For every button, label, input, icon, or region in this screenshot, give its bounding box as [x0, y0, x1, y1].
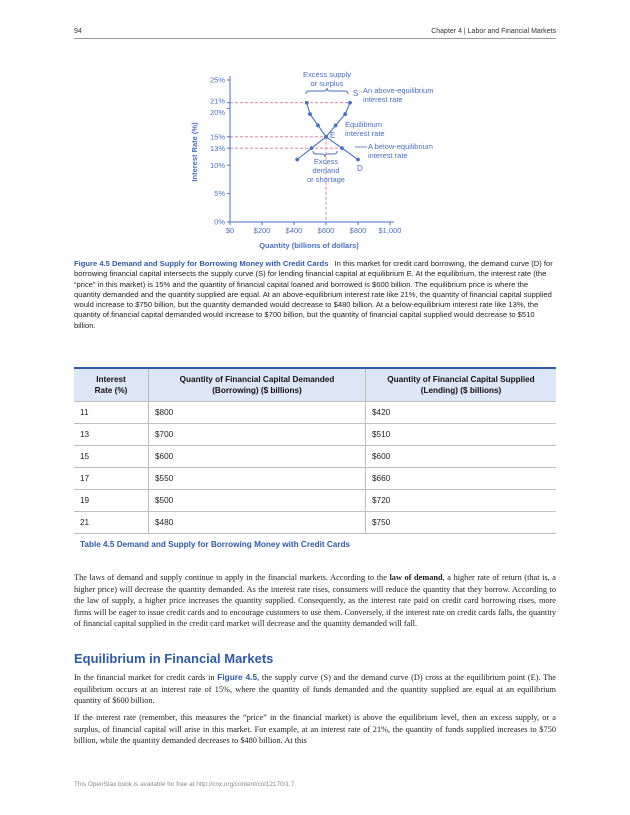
cell-rate: 15 [74, 446, 149, 468]
x-tick-label: $200 [253, 226, 271, 235]
figure-caption-title: Figure 4.5 Demand and Supply for Borrowing Money with Credit Cards [74, 259, 329, 268]
supply-demand-chart [180, 62, 460, 258]
excess-demand-label-3: or shortage [307, 175, 345, 184]
above-equilibrium-label: An above-equilibrium [363, 86, 434, 95]
supply-curve [297, 103, 350, 160]
above-equilibrium-label-2: interest rate [363, 95, 403, 104]
table-row [74, 424, 556, 446]
supply-point [324, 135, 328, 139]
cell-rate: 17 [74, 468, 149, 490]
table-header-row [74, 368, 556, 402]
table-row [74, 468, 556, 490]
figure-link[interactable]: Figure 4.5 [217, 672, 258, 682]
key-term: law of demand [389, 573, 443, 582]
excess-supply-label: Excess supply [303, 70, 351, 79]
supply-curve-label: S [353, 89, 359, 98]
y-tick-label: 25% [209, 75, 225, 85]
equilibrium-rate-label: Equilibrium [345, 120, 383, 129]
supply-point [343, 112, 347, 116]
table-row [74, 446, 556, 468]
demand-curve-label: D [357, 164, 363, 173]
y-axis-label: Interest Rate (%) [190, 122, 199, 182]
demand-point [356, 158, 360, 162]
demand-point [305, 101, 309, 105]
cell-demanded: $800 [149, 402, 366, 424]
col-header-supplied: Quantity of Financial Capital Supplied (Lending) ($ billions) [366, 368, 557, 402]
table-row [74, 512, 556, 534]
x-tick-label: $400 [285, 226, 303, 235]
excess-demand-label-2: demand [312, 166, 340, 175]
below-equilibrium-label: A below-equilibrium [368, 142, 434, 151]
chapter-header: Chapter 4 | Labor and Financial Markets [431, 28, 556, 35]
x-tick-label: $1,000 [378, 226, 402, 235]
figure-caption-text: In this market for credit card borrowing, the demand curve (D) for borrowing financial capital intersects the supply curve (S) for lending financial capital at equilibrium E. At the equilibrium, the interest rate (the “price” in this market) is 15% and the quantity of financial capital loaned and borrowed is $600 billion. The equilibrium price is where the quantity demanded and the quantity supplied are equal. At an above-equilibrium interest rate like 21%, the quantity of financial capital supplied would increase to $750 billion, but the quantity demanded would decrease to $480 billion. At a below-equilibrium interest rate like 13%, the quantity of financial capital demanded would increase to $700 billion, but the quantity of financial capital supplied would decrease to $510 billion. [74, 259, 553, 330]
cell-supplied: $420 [366, 402, 557, 424]
x-tick-label: $800 [349, 226, 367, 235]
page-number: 94 [74, 28, 82, 35]
cell-rate: 11 [74, 402, 149, 424]
demand-point [340, 146, 344, 150]
cell-rate: 13 [74, 424, 149, 446]
cell-demanded: $550 [149, 468, 366, 490]
excess-supply-label-2: or surplus [310, 79, 344, 88]
cell-demanded: $600 [149, 446, 366, 468]
y-tick-label: 13% [209, 143, 225, 153]
cell-demanded: $500 [149, 490, 366, 512]
y-tick-label: 20% [209, 108, 225, 117]
cell-rate: 21 [74, 512, 149, 534]
y-tick-label: 15% [209, 132, 225, 142]
section-heading: Equilibrium in Financial Markets [74, 651, 274, 666]
cell-supplied: $510 [366, 424, 557, 446]
equilibrium-rate-label-2: interest rate [345, 129, 385, 138]
x-tick-label: $0 [225, 226, 235, 235]
cell-demanded: $700 [149, 424, 366, 446]
cell-supplied: $750 [366, 512, 557, 534]
paragraph-equilibrium: In the financial market for credit cards in Figure 4.5, the supply curve (S) and the demand curve (D) cross at the equilibrium point (E). The equilibrium occurs at an interest rate of 15%, where the quantity of funds demanded and the quantity supplied are equal at an equilibrium quantity of $600 billion. [74, 672, 556, 706]
y-tick-label: 5% [214, 189, 225, 199]
paragraph-law-of-demand: The laws of demand and supply continue to apply in the financial markets. According to the law of demand, a higher rate of return (that is, a higher price) will decrease the quantity demanded. As the interest rate rises, consumers will reduce the quantity that they borrow. According to the law of supply, a higher price increases the quantity supplied. Consequently, as the interest rate paid on credit card borrowing rises, more firms will be eager to issue credit cards and to encourage customers to use them. Conversely, if the interest rate on credit cards falls, the quantity of financial capital supplied in the credit card market will decrease and the quantity demanded will fall. [74, 573, 556, 629]
cell-supplied: $660 [366, 468, 557, 490]
demand-point [316, 124, 320, 128]
data-table [74, 367, 556, 534]
table-caption: Table 4.5 Demand and Supply for Borrowing Money with Credit Cards [80, 540, 351, 549]
y-tick-label: 21% [209, 96, 225, 106]
cell-rate: 19 [74, 490, 149, 512]
cell-supplied: $600 [366, 446, 557, 468]
header-divider [74, 38, 556, 39]
table-row [74, 402, 556, 424]
excess-supply-brace [306, 88, 348, 94]
x-axis-label: Quantity (billions of dollars) [259, 241, 359, 250]
equilibrium-point-label: E [330, 131, 336, 140]
supply-point [348, 101, 352, 105]
supply-point [334, 124, 338, 128]
supply-point [295, 158, 299, 162]
excess-demand-label: Excess [313, 157, 339, 166]
col-header-rate: Interest Rate (%) [74, 368, 149, 402]
cell-supplied: $720 [366, 490, 557, 512]
below-equilibrium-label-2: interest rate [368, 151, 408, 160]
y-tick-label: 0% [214, 217, 225, 227]
figure-caption [74, 259, 556, 331]
cell-demanded: $480 [149, 512, 366, 534]
demand-point [308, 112, 312, 116]
page-footer: This OpenStax book is available for free at http://cnx.org/content/col12170/1.7 [74, 781, 295, 788]
col-header-demanded: Quantity of Financial Capital Demanded (Borrowing) ($ billions) [149, 368, 366, 402]
y-tick-label: 10% [209, 160, 225, 170]
supply-point [310, 146, 314, 150]
paragraph-surplus: If the interest rate (remember, this measures the “price” in the financial market) is above the equilibrium level, then an excess supply, or a surplus, of financial capital will arise in this market. For example, at an interest rate of 21%, the quantity of funds supplied increases to $750 billion, while the quantity demanded decreases to $480 billion. At this [74, 713, 556, 746]
x-tick-label: $600 [317, 226, 335, 235]
table-row [74, 490, 556, 512]
